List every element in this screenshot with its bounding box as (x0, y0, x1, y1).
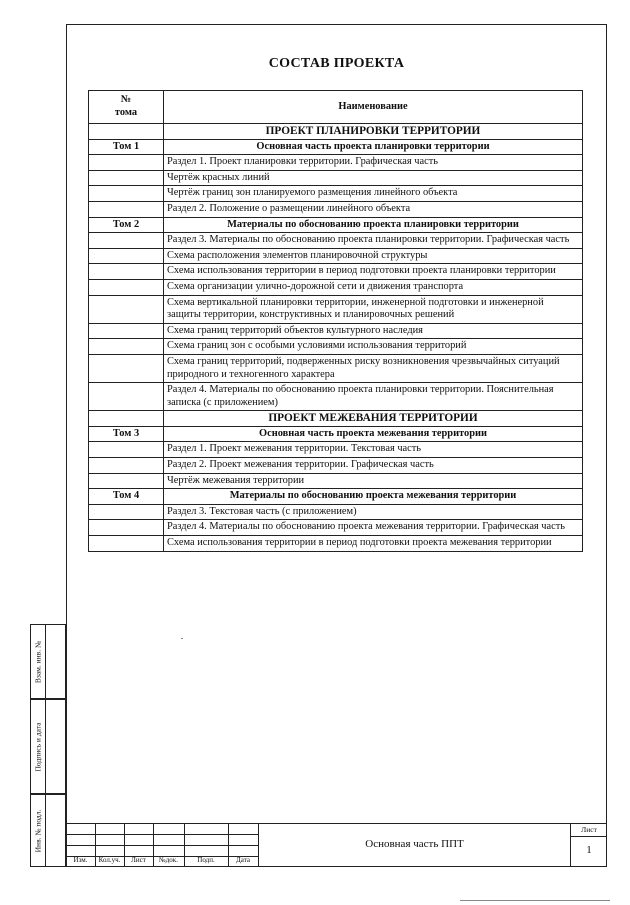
contents-table (88, 90, 583, 552)
stamp-inv-value (45, 795, 65, 866)
item-name: Схема использования территории в период подготовки проекта планировки территории (164, 264, 583, 280)
item-name: Схема расположения элементов планировочной структуры (164, 248, 583, 264)
item-name: Раздел 1. Проект планировки территории. Графическая часть (164, 155, 583, 171)
tom-cell (89, 295, 164, 323)
tb-label-ndok: №док. (159, 856, 178, 864)
sheet-label: Лист (571, 824, 607, 837)
tom-cell (89, 536, 164, 552)
tom-cell (89, 186, 164, 202)
table-header-row (89, 91, 583, 124)
section-title: ПРОЕКТ МЕЖЕВАНИЯ ТЕРРИТОРИИ (164, 411, 583, 427)
table-row (89, 536, 583, 552)
table-row (89, 323, 583, 339)
header-tom-label: № тома (114, 94, 138, 118)
item-name: Раздел 4. Материалы по обоснованию проекта планировки территории. Пояснительная записка (с приложением) (164, 383, 583, 411)
tom-cell (89, 124, 164, 140)
tom-cell (89, 411, 164, 427)
tom-cell (89, 504, 164, 520)
table-row (89, 264, 583, 280)
volume-row (89, 217, 583, 233)
table-row (89, 248, 583, 264)
stamp-podpis (30, 699, 66, 794)
item-name: Раздел 3. Текстовая часть (с приложением) (164, 504, 583, 520)
tb-label-kol: Кол.уч. (98, 856, 121, 864)
section-row (89, 124, 583, 140)
stamp-vzam (30, 624, 66, 699)
tb-label-izm: Изм. (73, 856, 88, 864)
stamp-inv (30, 794, 66, 867)
volume-title: Основная часть проекта межевания территории (164, 426, 583, 442)
table-row (89, 504, 583, 520)
tom-cell (89, 170, 164, 186)
scan-artifact-dot (181, 638, 183, 639)
tom-cell (89, 323, 164, 339)
item-name: Схема организации улично-дорожной сети и движения транспорта (164, 279, 583, 295)
tb-label-list: Лист (131, 856, 146, 864)
item-name: Схема границ территорий, подверженных риску возникновения чрезвычайных ситуаций природного и техногенного характера (164, 354, 583, 382)
header-name-label: Наименование (338, 100, 408, 112)
item-name: Схема границ территорий объектов культурного наследия (164, 323, 583, 339)
table-row (89, 442, 583, 458)
volume-row (89, 139, 583, 155)
header-name (164, 91, 583, 124)
tom-cell (89, 442, 164, 458)
volume-row (89, 489, 583, 505)
tom-label: Том 1 (89, 139, 164, 155)
tom-cell (89, 339, 164, 355)
table-row (89, 458, 583, 474)
table-row (89, 520, 583, 536)
scan-artifact-line (460, 900, 610, 901)
volume-title: Материалы по обоснованию проекта межевания территории (164, 489, 583, 505)
item-name: Чертёж красных линий (164, 170, 583, 186)
stamp-podpis-label: Подпись и дата (33, 722, 43, 771)
header-tom (89, 91, 164, 124)
table-row (89, 170, 583, 186)
tom-cell (89, 201, 164, 217)
tom-cell (89, 354, 164, 382)
volume-title: Материалы по обоснованию проекта планировки территории (164, 217, 583, 233)
table-row (89, 279, 583, 295)
item-name: Чертёж межевания территории (164, 473, 583, 489)
section-row (89, 411, 583, 427)
table-row (89, 354, 583, 382)
volume-title: Основная часть проекта планировки территории (164, 139, 583, 155)
tom-label: Том 4 (89, 489, 164, 505)
table-row (89, 473, 583, 489)
tom-label: Том 3 (89, 426, 164, 442)
section-title: ПРОЕКТ ПЛАНИРОВКИ ТЕРРИТОРИИ (164, 124, 583, 140)
table-row (89, 339, 583, 355)
item-name: Раздел 4. Материалы по обоснованию проекта межевания территории. Графическая часть (164, 520, 583, 536)
table-row (89, 155, 583, 171)
tb-label-podp: Подп. (197, 856, 215, 864)
tom-cell (89, 264, 164, 280)
stamp-inv-label: Инв. № подл. (33, 809, 43, 852)
tom-cell (89, 248, 164, 264)
table-row (89, 186, 583, 202)
title-block-document (258, 823, 570, 867)
table-row (89, 233, 583, 249)
volume-row (89, 426, 583, 442)
stamp-vzam-value (45, 625, 65, 698)
tom-cell (89, 155, 164, 171)
tom-cell (89, 458, 164, 474)
tom-cell (89, 279, 164, 295)
item-name: Раздел 2. Положение о размещении линейного объекта (164, 201, 583, 217)
stamp-vzam-label: Взам. инв. № (33, 640, 43, 683)
table-row (89, 383, 583, 411)
tom-label: Том 2 (89, 217, 164, 233)
page-title: СОСТАВ ПРОЕКТА (268, 56, 405, 71)
item-name: Схема вертикальной планировки территории, инженерной подготовки и инженерной защиты территории, конструктивных и планировочных решений (164, 295, 583, 323)
stamp-podpis-value (45, 700, 65, 793)
sheet-number: 1 (586, 844, 592, 856)
tb-label-data: Дата (236, 856, 250, 864)
tom-cell (89, 520, 164, 536)
item-name: Раздел 3. Материалы по обоснованию проекта планировки территории. Графическая часть (164, 233, 583, 249)
tom-cell (89, 383, 164, 411)
item-name: Раздел 1. Проект межевания территории. Текстовая часть (164, 442, 583, 458)
item-name: Раздел 2. Проект межевания территории. Графическая часть (164, 458, 583, 474)
document-name: Основная часть ППТ (365, 838, 464, 850)
item-name: Схема границ зон с особыми условиями использования территорий (164, 339, 583, 355)
table-row (89, 295, 583, 323)
title-block-sheet (570, 823, 607, 867)
tom-cell (89, 473, 164, 489)
item-name: Чертёж границ зон планируемого размещения линейного объекта (164, 186, 583, 202)
table-row (89, 201, 583, 217)
tom-cell (89, 233, 164, 249)
table-body (89, 124, 583, 552)
item-name: Схема использования территории в период подготовки проекта межевания территории (164, 536, 583, 552)
